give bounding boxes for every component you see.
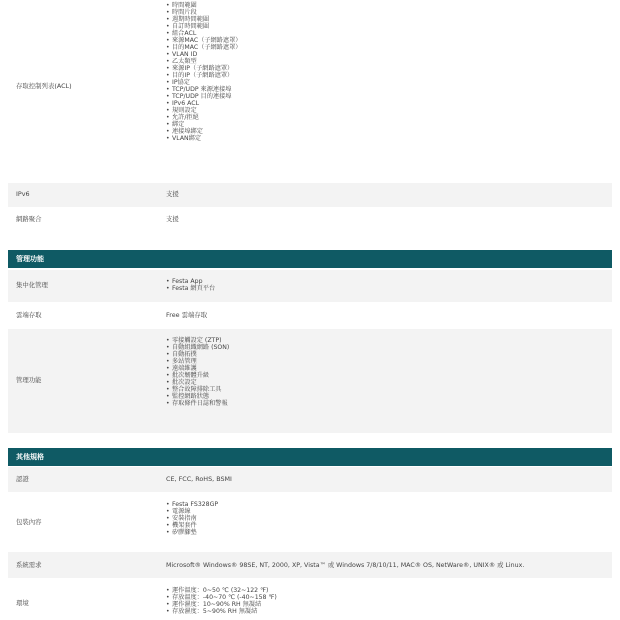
list-item [166,344,229,351]
list-item-text: IP協定 [172,79,190,86]
management-functions-row [8,329,612,433]
list-item-text: 遠端維護 [172,365,197,372]
list-item [166,379,229,386]
list-item-text: 目的MAC（子網路遮罩） [172,44,242,51]
bullet-icon: • [166,522,170,529]
bullet-icon: • [166,337,170,344]
list-item-text: 運作溫度：0~50 ℃ (32~122 ℉) [172,587,269,594]
central-management-list [166,278,215,292]
list-item-text: Festa 網頁平台 [172,285,216,292]
system-requirements-row [8,552,612,578]
bullet-icon: • [166,365,170,372]
bullet-icon: • [166,79,170,86]
list-item-text: 電源線 [172,508,191,515]
bullet-icon: • [166,278,170,285]
bullet-icon: • [166,114,170,121]
list-item [166,65,241,72]
bullet-icon: • [166,121,170,128]
bullet-icon: • [166,344,170,351]
bullet-icon: • [166,93,170,100]
list-item [166,16,241,23]
list-item-text: 組合ACL [172,30,197,37]
cloud-access-label: 雲端存取 [16,311,42,319]
acl-row [8,0,612,182]
bullet-icon: • [166,100,170,107]
bullet-icon: • [166,72,170,79]
list-item [166,30,241,37]
bullet-icon: • [166,393,170,400]
list-item [166,358,229,365]
bullet-icon: • [166,372,170,379]
bullet-icon: • [166,107,170,114]
bullet-icon: • [166,23,170,30]
list-item-text: 乙太類型 [172,58,197,65]
bullet-icon: • [166,65,170,72]
list-item [166,9,241,16]
bullet-icon: • [166,386,170,393]
list-item-text: 自訂時間範圍 [172,23,210,30]
list-item [166,135,241,142]
list-item [166,372,229,379]
environment-row [8,579,612,620]
bullet-icon: • [166,58,170,65]
list-item [166,23,241,30]
list-item-text: Festa App [172,278,203,285]
list-item [166,601,277,608]
central-management-row [8,270,612,302]
list-item-text: 規則設定 [172,107,197,114]
bullet-icon: • [166,379,170,386]
certification-value: CE, FCC, RoHS, BSMI [166,475,232,483]
bullet-icon: • [166,501,170,508]
bullet-icon: • [166,529,170,536]
list-item [166,72,241,79]
environment-list [166,587,277,615]
acl-list [166,2,241,142]
list-item-text: 來源IP（子網路遮罩） [172,65,234,72]
bullet-icon: • [166,44,170,51]
bullet-icon: • [166,351,170,358]
link-aggregation-row [8,208,612,233]
list-item-text: IPv6 ACL [172,100,200,107]
list-item-text: 來源MAC（子網路遮罩） [172,37,242,44]
certification-label: 認證 [16,475,29,483]
list-item [166,44,241,51]
list-item-text: 監控網路狀態 [172,393,210,400]
cloud-access-row [8,303,612,328]
list-item [166,393,229,400]
list-item-text: 目的IP（子網路遮罩） [172,72,234,79]
list-item [166,37,241,44]
list-item-text: Festa FS328GP [172,501,219,508]
list-item [166,587,277,594]
list-item [166,365,229,372]
list-item-text: VLAN綁定 [172,135,202,142]
ipv6-value: 支援 [166,190,179,198]
cloud-access-value: Free 雲端存取 [166,311,208,319]
list-item-text: 安裝指南 [172,515,197,522]
list-item [166,278,215,285]
list-item-text: 批次韌體升級 [172,372,210,379]
list-item-text: 綁定 [172,121,185,128]
list-item [166,51,241,58]
link-aggregation-label: 網路聚合 [16,215,42,223]
bullet-icon: • [166,86,170,93]
list-item [166,285,215,292]
bullet-icon: • [166,30,170,37]
list-item [166,86,241,93]
list-item-text: 零接觸設定 (ZTP) [172,337,222,344]
management-functions-list [166,337,229,407]
list-item [166,128,241,135]
other-section-header [8,448,612,466]
system-requirements-label: 系統需求 [16,561,42,569]
bullet-icon: • [166,9,170,16]
list-item [166,100,241,107]
list-item-text: 連接埠綁定 [172,128,203,135]
central-management-label: 集中化管理 [16,281,48,289]
environment-label: 環境 [16,599,29,607]
bullet-icon: • [166,515,170,522]
ipv6-row [8,183,612,207]
list-item [166,2,241,9]
list-item-text: TCP/UDP 來源連接埠 [172,86,232,93]
list-item-text: 批次設定 [172,379,197,386]
list-item-text: 矽膠腳墊 [172,529,197,536]
list-item [166,386,229,393]
list-item [166,608,277,615]
bullet-icon: • [166,128,170,135]
list-item-text: VLAN ID [172,51,198,58]
list-item [166,529,218,536]
list-item [166,400,229,407]
bullet-icon: • [166,51,170,58]
list-item [166,515,218,522]
list-item [166,58,241,65]
list-item [166,508,218,515]
bullet-icon: • [166,608,170,615]
list-item-text: 整合故障排除工具 [172,386,222,393]
list-item-text: 存放濕度：5~90% RH 無凝結 [172,608,258,615]
list-item [166,594,277,601]
package-row [8,493,612,551]
bullet-icon: • [166,16,170,23]
list-item-text: 運作濕度：10~90% RH 無凝結 [172,601,262,608]
list-item-text: TCP/UDP 目的連接埠 [172,93,232,100]
bullet-icon: • [166,285,170,292]
bullet-icon: • [166,2,170,9]
link-aggregation-value: 支援 [166,215,179,223]
system-requirements-value: Microsoft® Windows® 98SE, NT, 2000, XP, Vista™ 或 Windows 7/8/10/11, MAC® OS, NetWare®, UNIX® 或 Linux. [166,562,525,569]
list-item-text: 週期時間範圍 [172,16,210,23]
management-functions-label: 管理功能 [16,376,42,384]
certification-row [8,467,612,492]
acl-label: 存取控制列表(ACL) [16,82,72,90]
ipv6-label: IPv6 [16,190,30,198]
bullet-icon: • [166,135,170,142]
list-item-text: 自動組織網路 (SON) [172,344,230,351]
list-item [166,522,218,529]
list-item-text: 機架套件 [172,522,197,529]
list-item [166,501,218,508]
list-item [166,93,241,100]
management-section-header [8,250,612,268]
list-item-text: 自動拓撲 [172,351,197,358]
list-item [166,79,241,86]
list-item-text: 允許/拒絕 [172,114,199,121]
package-list [166,501,218,536]
list-item [166,351,229,358]
other-section-title: 其他規格 [16,453,44,461]
package-label: 包裝內容 [16,518,42,526]
list-item [166,114,241,121]
bullet-icon: • [166,358,170,365]
list-item [166,337,229,344]
bullet-icon: • [166,37,170,44]
management-section-title: 管理功能 [16,255,44,263]
bullet-icon: • [166,400,170,407]
list-item [166,107,241,114]
list-item-text: 時間片段 [172,9,197,16]
bullet-icon: • [166,508,170,515]
list-item-text: 存放溫度：-40~70 ℃ (-40~158 ℉) [172,594,277,601]
list-item [166,121,241,128]
bullet-icon: • [166,601,170,608]
list-item-text: 多站管理 [172,358,197,365]
bullet-icon: • [166,594,170,601]
list-item-text: 存取條件日誌和警報 [172,400,228,407]
bullet-icon: • [166,587,170,594]
list-item-text: 時間範圍 [172,2,197,9]
